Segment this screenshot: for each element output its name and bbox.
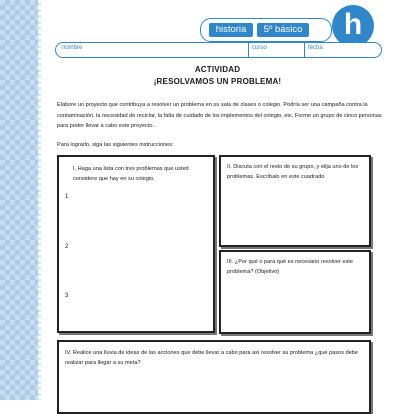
instructions-line: Para lograrlo, siga las siguientes instrucciones: [57, 142, 174, 148]
box-3-instruction: III. ¿Por qué o para qué es necesario resolver este problema? (Objetivo) [227, 259, 353, 275]
decorative-left-strip [0, 0, 38, 400]
intro-paragraph: Elabore un proyecto que contribuya a resolver un problema en su sala de clases o colegio. Podría ser una campaña contra la contaminación, la necesidad de reciclar, la falta de cuidado de los implementos del colegio, etc. Forme un grupo de cinco personas para poder llevar a cabo este proyecto. [57, 102, 382, 129]
student-info-bar [55, 42, 382, 58]
objective-box[interactable] [219, 250, 371, 334]
problems-list-box[interactable] [57, 155, 215, 333]
activity-title: ACTIVIDAD [194, 65, 241, 74]
brainstorm-box[interactable] [57, 340, 371, 414]
nombre-field-label: nombre [62, 45, 83, 51]
activity-subtitle: ¡RESOLVAMOS UN PROBLEMA! [153, 77, 282, 86]
list-number: 1 [65, 194, 69, 200]
subject-header [200, 18, 332, 42]
grade-tag: 5º básico [257, 23, 309, 37]
subject-tag: historia [209, 23, 253, 37]
brand-logo: h [332, 5, 374, 47]
curso-field-label: curso [252, 45, 267, 51]
strip-edge [38, 0, 41, 400]
list-number: 2 [65, 244, 69, 250]
fecha-field-label: fecha [308, 45, 323, 51]
list-number: 3 [65, 293, 69, 299]
field-divider [248, 43, 249, 57]
chosen-problem-box[interactable] [219, 155, 371, 247]
box-2-instruction: II. Discuta con el resto de su grupo, y elija uno de los problemas. Escríbalo en este cuadrado [227, 164, 359, 180]
field-divider [304, 43, 305, 57]
box-1-instruction: I. Haga una lista con tres problemas que usted considere que hay en su colegio. [73, 166, 189, 182]
box-4-instruction: IV. Realice una lluvia de ideas de las acciones que debe llevar a cabo para así resolver su problema ¿qué pasos debe realizar para llegar a su meta? [65, 350, 359, 366]
